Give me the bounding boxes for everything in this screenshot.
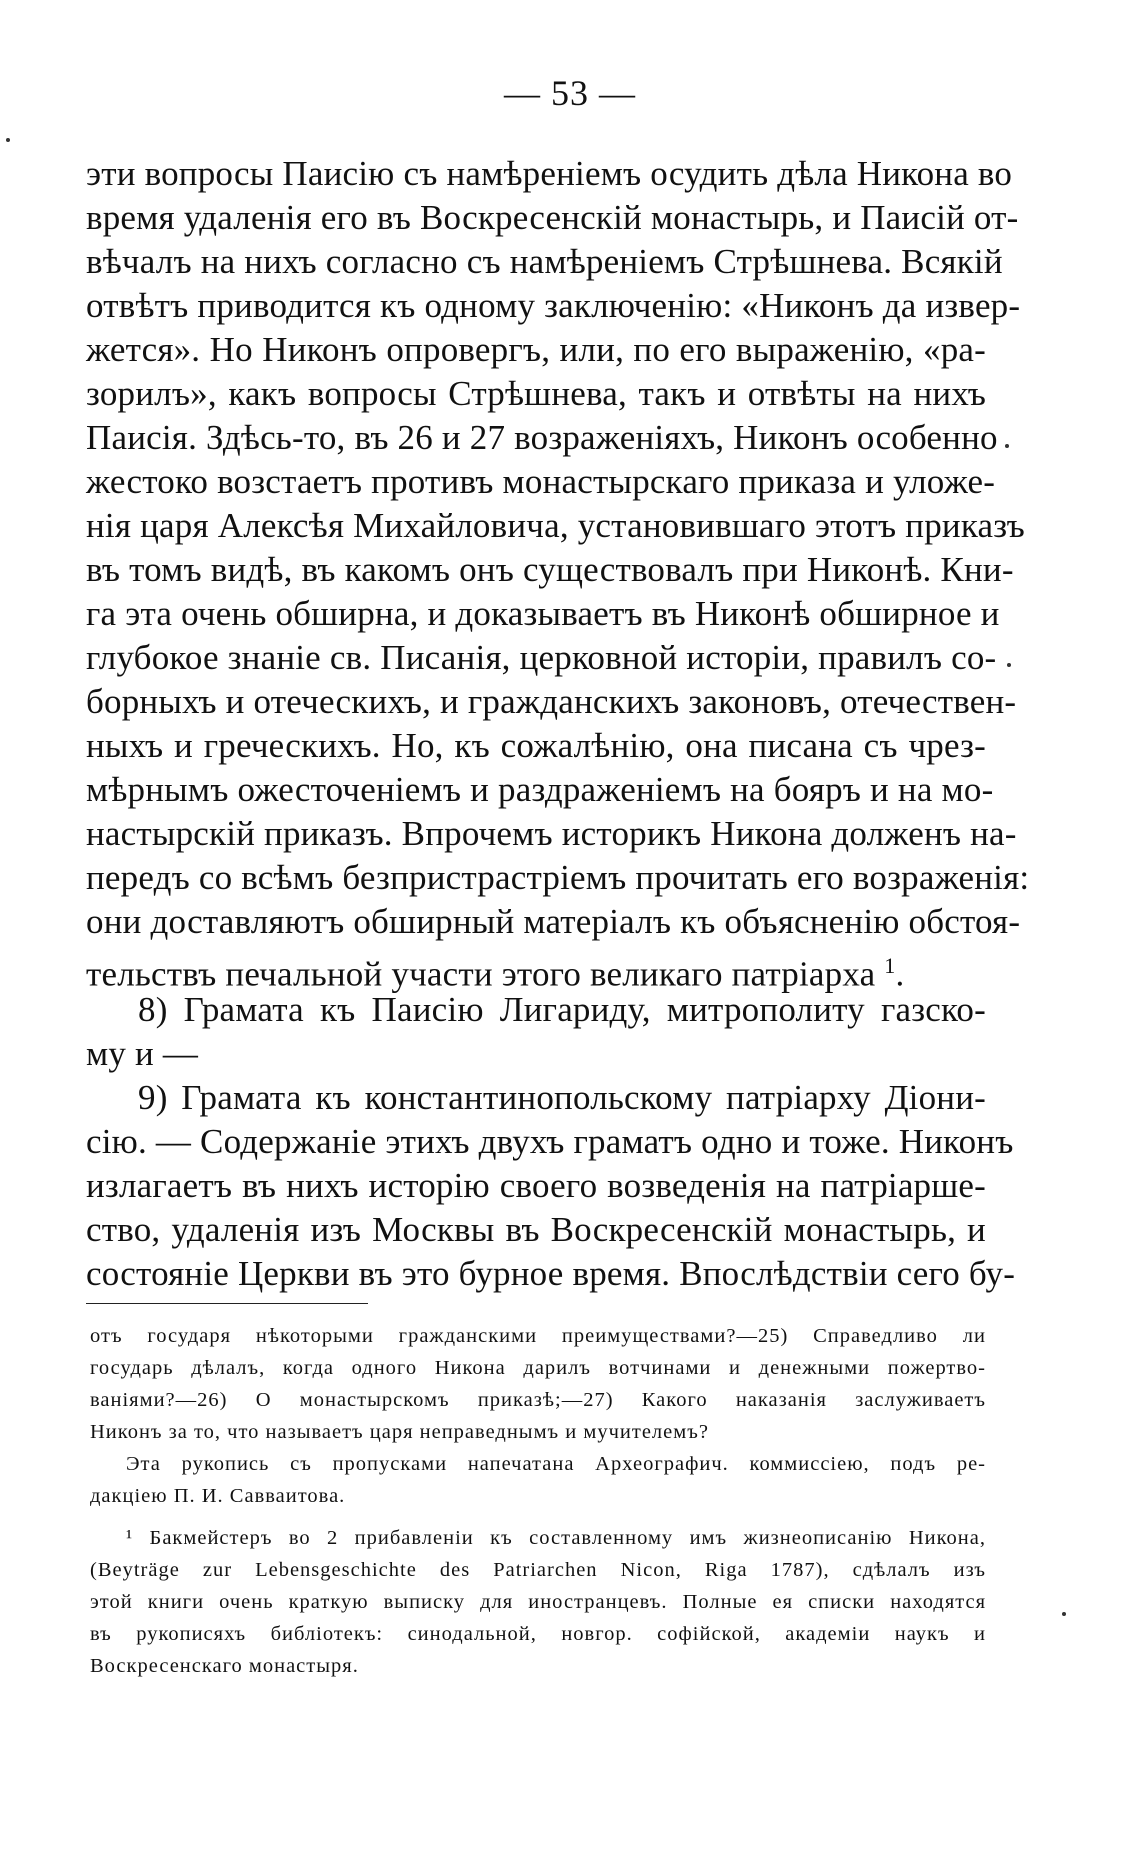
text-line: зорилъ», какъ вопросы Стрѣшнева, такъ и отвѣты на нихъ <box>86 374 986 413</box>
text-line: ныхъ и греческихъ. Но, къ сожалѣнію, она писана съ чрез- <box>86 726 986 765</box>
main-text <box>86 152 1030 1296</box>
footnote-line: Воскресенскаго монастыря. <box>90 1655 359 1677</box>
text-line: Паисія. Здѣсь-то, въ 26 и 27 возраженіяхъ, Никонъ особенно <box>86 418 998 457</box>
footnote-gap <box>90 1512 986 1522</box>
footnote-line: ¹ Бакмейстеръ во 2 прибавленіи къ составленному имъ жизнеописанію Никона, <box>126 1527 986 1549</box>
text-line-body: тельствъ печальной участи этого великаго патріарха <box>86 954 876 994</box>
text-line: жестоко возстаетъ противъ монастырскаго приказа и уложе- <box>86 462 996 501</box>
footnote-divider <box>86 1303 368 1304</box>
text-line: глубокое знаніе св. Писанія, церковной исторіи, правилъ со- <box>86 638 997 677</box>
print-speck <box>1005 444 1009 448</box>
print-speck <box>1062 1612 1066 1616</box>
text-line: га эта очень обширна, и доказываетъ въ Никонѣ обширное и <box>86 594 1000 633</box>
footnote-line: Эта рукопись съ пропусками напечатана Археографич. коммиссіею, подъ ре- <box>126 1453 986 1475</box>
footnote-line: Никонъ за то, что называетъ царя неправеднымъ и мучителемъ? <box>90 1421 709 1443</box>
text-line: передъ со всѣмъ безпристрастріемъ прочитать его возраженія: <box>86 858 1030 897</box>
footnote-line: отъ государя нѣкоторыми гражданскими преимуществами?—25) Справедливо ли <box>90 1325 986 1347</box>
text-line: они доставляютъ обширный матеріалъ къ объясненію обстоя- <box>86 902 1021 941</box>
text-line: борныхъ и отеческихъ, и гражданскихъ законовъ, отечествен- <box>86 682 1017 721</box>
text-line: 8) Грамата къ Паисію Лигариду, митрополиту газско- <box>138 990 986 1029</box>
print-speck <box>1007 663 1011 667</box>
footnote-line: ваніями?—26) О монастырскомъ приказѣ;—27) Какого наказанія заслуживаетъ <box>90 1389 986 1411</box>
page-number: — 53 — <box>504 73 636 113</box>
text-line: сію. — Содержаніе этихъ двухъ граматъ одно и тоже. Никонъ <box>86 1122 1014 1161</box>
text-line: ство, удаленія изъ Москвы въ Воскресенскій монастырь, и <box>86 1210 986 1249</box>
text-line: жется». Но Никонъ опровергъ, или, по его выраженію, «ра- <box>86 330 986 369</box>
print-speck <box>6 138 10 142</box>
footnotes <box>90 1320 986 1682</box>
footnote-line: въ рукописяхъ библіотекъ: синодальной, новгор. софійской, академіи наукъ и <box>90 1623 986 1645</box>
text-line: состояніе Церкви въ это бурное время. Впослѣдствіи сего бу- <box>86 1254 1016 1293</box>
text-line: настырскій приказъ. Впрочемъ историкъ Никона долженъ на- <box>86 814 1017 853</box>
footnote-line: этой книги очень краткую выписку для иностранцевъ. Полные ея списки находятся <box>90 1591 986 1613</box>
text-line: вѣчалъ на нихъ согласно съ намѣреніемъ Стрѣшнева. Всякій <box>86 242 1003 281</box>
footnote-reference-suffix: . <box>895 954 905 994</box>
text-line: въ томъ видѣ, въ какомъ онъ существовалъ при Никонѣ. Кни- <box>86 550 1014 589</box>
text-line: му и — <box>86 1034 199 1073</box>
text-line: время удаленія его въ Воскресенскій монастырь, и Паисій от- <box>86 198 1019 237</box>
text-line: мѣрнымъ ожесточеніемъ и раздраженіемъ на бояръ и на мо- <box>86 770 994 809</box>
text-line: эти вопросы Паисію съ намѣреніемъ осудить дѣла Никона во <box>86 154 1013 193</box>
footnote-line: государь дѣлалъ, когда одного Никона дарилъ вотчинами и денежными пожертво- <box>90 1357 986 1379</box>
footnote-line: дакціею П. И. Савваитова. <box>90 1485 346 1507</box>
text-line: отвѣтъ приводится къ одному заключенію: «Никонъ да извер- <box>86 286 1021 325</box>
text-line: излагаетъ въ нихъ исторію своего возведенія на патріарше- <box>86 1166 986 1205</box>
text-line-with-footnote <box>86 944 986 994</box>
text-line: 9) Грамата къ константинопольскому патріарху Діони- <box>138 1078 986 1117</box>
text-line: нія царя Алексѣя Михайловича, установившаго этотъ приказъ <box>86 506 1025 545</box>
footnote-line: (Beyträge zur Lebensgeschichte des Patriarchen Nicon, Riga 1787), сдѣлалъ изъ <box>90 1559 986 1581</box>
footnote-reference: 1 <box>884 953 896 978</box>
